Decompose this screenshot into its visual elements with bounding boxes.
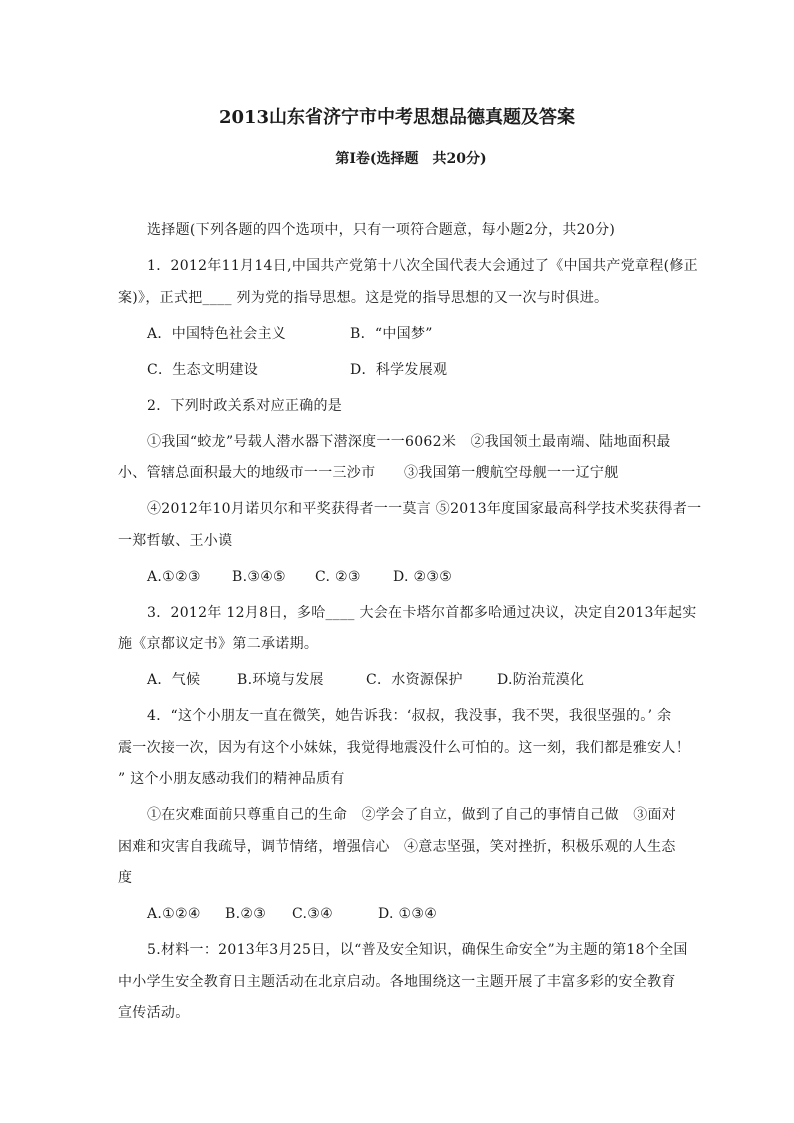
stem-line: 中小学生安全教育日主题活动在北京启动。各地围绕这一主题开展了丰富多彩的安全教育 xyxy=(118,973,676,990)
instructions-line: 选择题(下列各题的四个选项中，只有一项符合题意，每小题2分，共20分) xyxy=(147,222,616,238)
option-b: B.③④⑤ xyxy=(232,568,286,585)
option-b: B.环境与发展 xyxy=(237,672,324,688)
option-c: C.③④ xyxy=(292,906,333,922)
stem-line: 1．2012年11月14日,中国共产党第十八次全国代表大会通过了《中国共产党章程(修正 xyxy=(147,258,698,274)
statement-line: ④2012年10月诺贝尔和平奖获得者一一莫言 ⑤2013年度国家最高科学技术奖获得者一 xyxy=(147,501,702,517)
stem-line: 4．“这个小朋友一直在微笑，她告诉我：‘叔叔，我没事，我不哭，我很坚强的。’ 余 xyxy=(147,708,672,724)
statement-line: ①我国“蛟龙”号载人潜水器下潜深度一一6062米 ②我国领土最南端、陆地面积最 xyxy=(147,433,671,450)
question-1-options-row-1 xyxy=(118,319,684,351)
question-4-options xyxy=(118,899,684,931)
stem-line: 震一次接一次，因为有这个小妹妹，我觉得地震没什么可怕的。这一刻，我们都是雅安人！ xyxy=(118,739,690,756)
option-d: D. ②③⑤ xyxy=(393,568,453,585)
stem-line: 3．2012年 12月8日，多哈____ 大会在卡塔尔首都多哈通过决议，决定自2013年起实 xyxy=(147,604,697,621)
question-3-stem xyxy=(118,598,697,661)
stem-line: ” 这个小朋友感动我们的精神品质有 xyxy=(118,771,345,787)
exam-content xyxy=(118,215,702,1030)
option-a: A．气候 xyxy=(147,672,201,688)
statement-line: 困难和灾害自我疏导，调节情绪，增强信心 ④意志坚强，笑对挫折，积极乐观的人生态 xyxy=(118,838,676,855)
option-d: D．科学发展观 xyxy=(350,361,448,378)
question-4-statements xyxy=(118,800,684,895)
question-1-stem xyxy=(118,251,698,314)
question-3-options xyxy=(118,665,684,697)
option-b: B．“中国梦” xyxy=(350,325,433,342)
statement-line: 一郑哲敏、王小谟 xyxy=(118,532,233,549)
question-2-statements-2 xyxy=(118,494,702,557)
option-a: A．中国特色社会主义 xyxy=(147,325,287,342)
statement-line: ①在灾难面前只尊重自己的生命 ②学会了自立，做到了自己的事情自己做 ③面对 xyxy=(147,807,677,823)
option-d: D.防治荒漠化 xyxy=(497,672,585,688)
option-c: C. ②③ xyxy=(315,568,361,585)
option-a: A.①②③ xyxy=(147,568,201,585)
option-b: B.②③ xyxy=(225,906,267,922)
question-2-stem xyxy=(118,391,684,423)
question-5-stem xyxy=(118,935,688,1030)
statement-line: 度 xyxy=(118,870,133,886)
section-subtitle: 第Ⅰ卷(选择题 共20分) xyxy=(335,151,487,167)
instructions xyxy=(118,215,684,247)
stem-line: 案)》，正式把____ 列为党的指导思想。这是党的指导思想的又一次与时俱进。 xyxy=(118,289,609,306)
question-4-stem xyxy=(118,701,690,796)
option-d: D. ①③④ xyxy=(378,906,438,922)
question-1-options-row-2 xyxy=(118,355,684,387)
stem-line: 2．下列时政关系对应正确的是 xyxy=(147,397,343,414)
stem-line: 施《京都议定书》第二承诺期。 xyxy=(118,636,319,652)
question-2-statements-1 xyxy=(118,427,684,490)
statement-line: 小、管辖总面积最大的地级市一一三沙市 ③我国第一艘航空母舰一一辽宁舰 xyxy=(118,465,619,481)
question-2-options xyxy=(118,562,684,594)
option-c: C．水资源保护 xyxy=(366,672,463,688)
stem-line: 宣传活动。 xyxy=(118,1005,190,1021)
document-title: 2013山东省济宁市中考思想品德真题及答案 xyxy=(218,107,576,128)
option-a: A.①②④ xyxy=(147,906,201,922)
option-c: C．生态文明建设 xyxy=(147,361,259,378)
stem-line: 5.材料一：2013年3月25日，以“普及安全知识，确保生命安全”为主题的第18个全国 xyxy=(147,942,688,958)
